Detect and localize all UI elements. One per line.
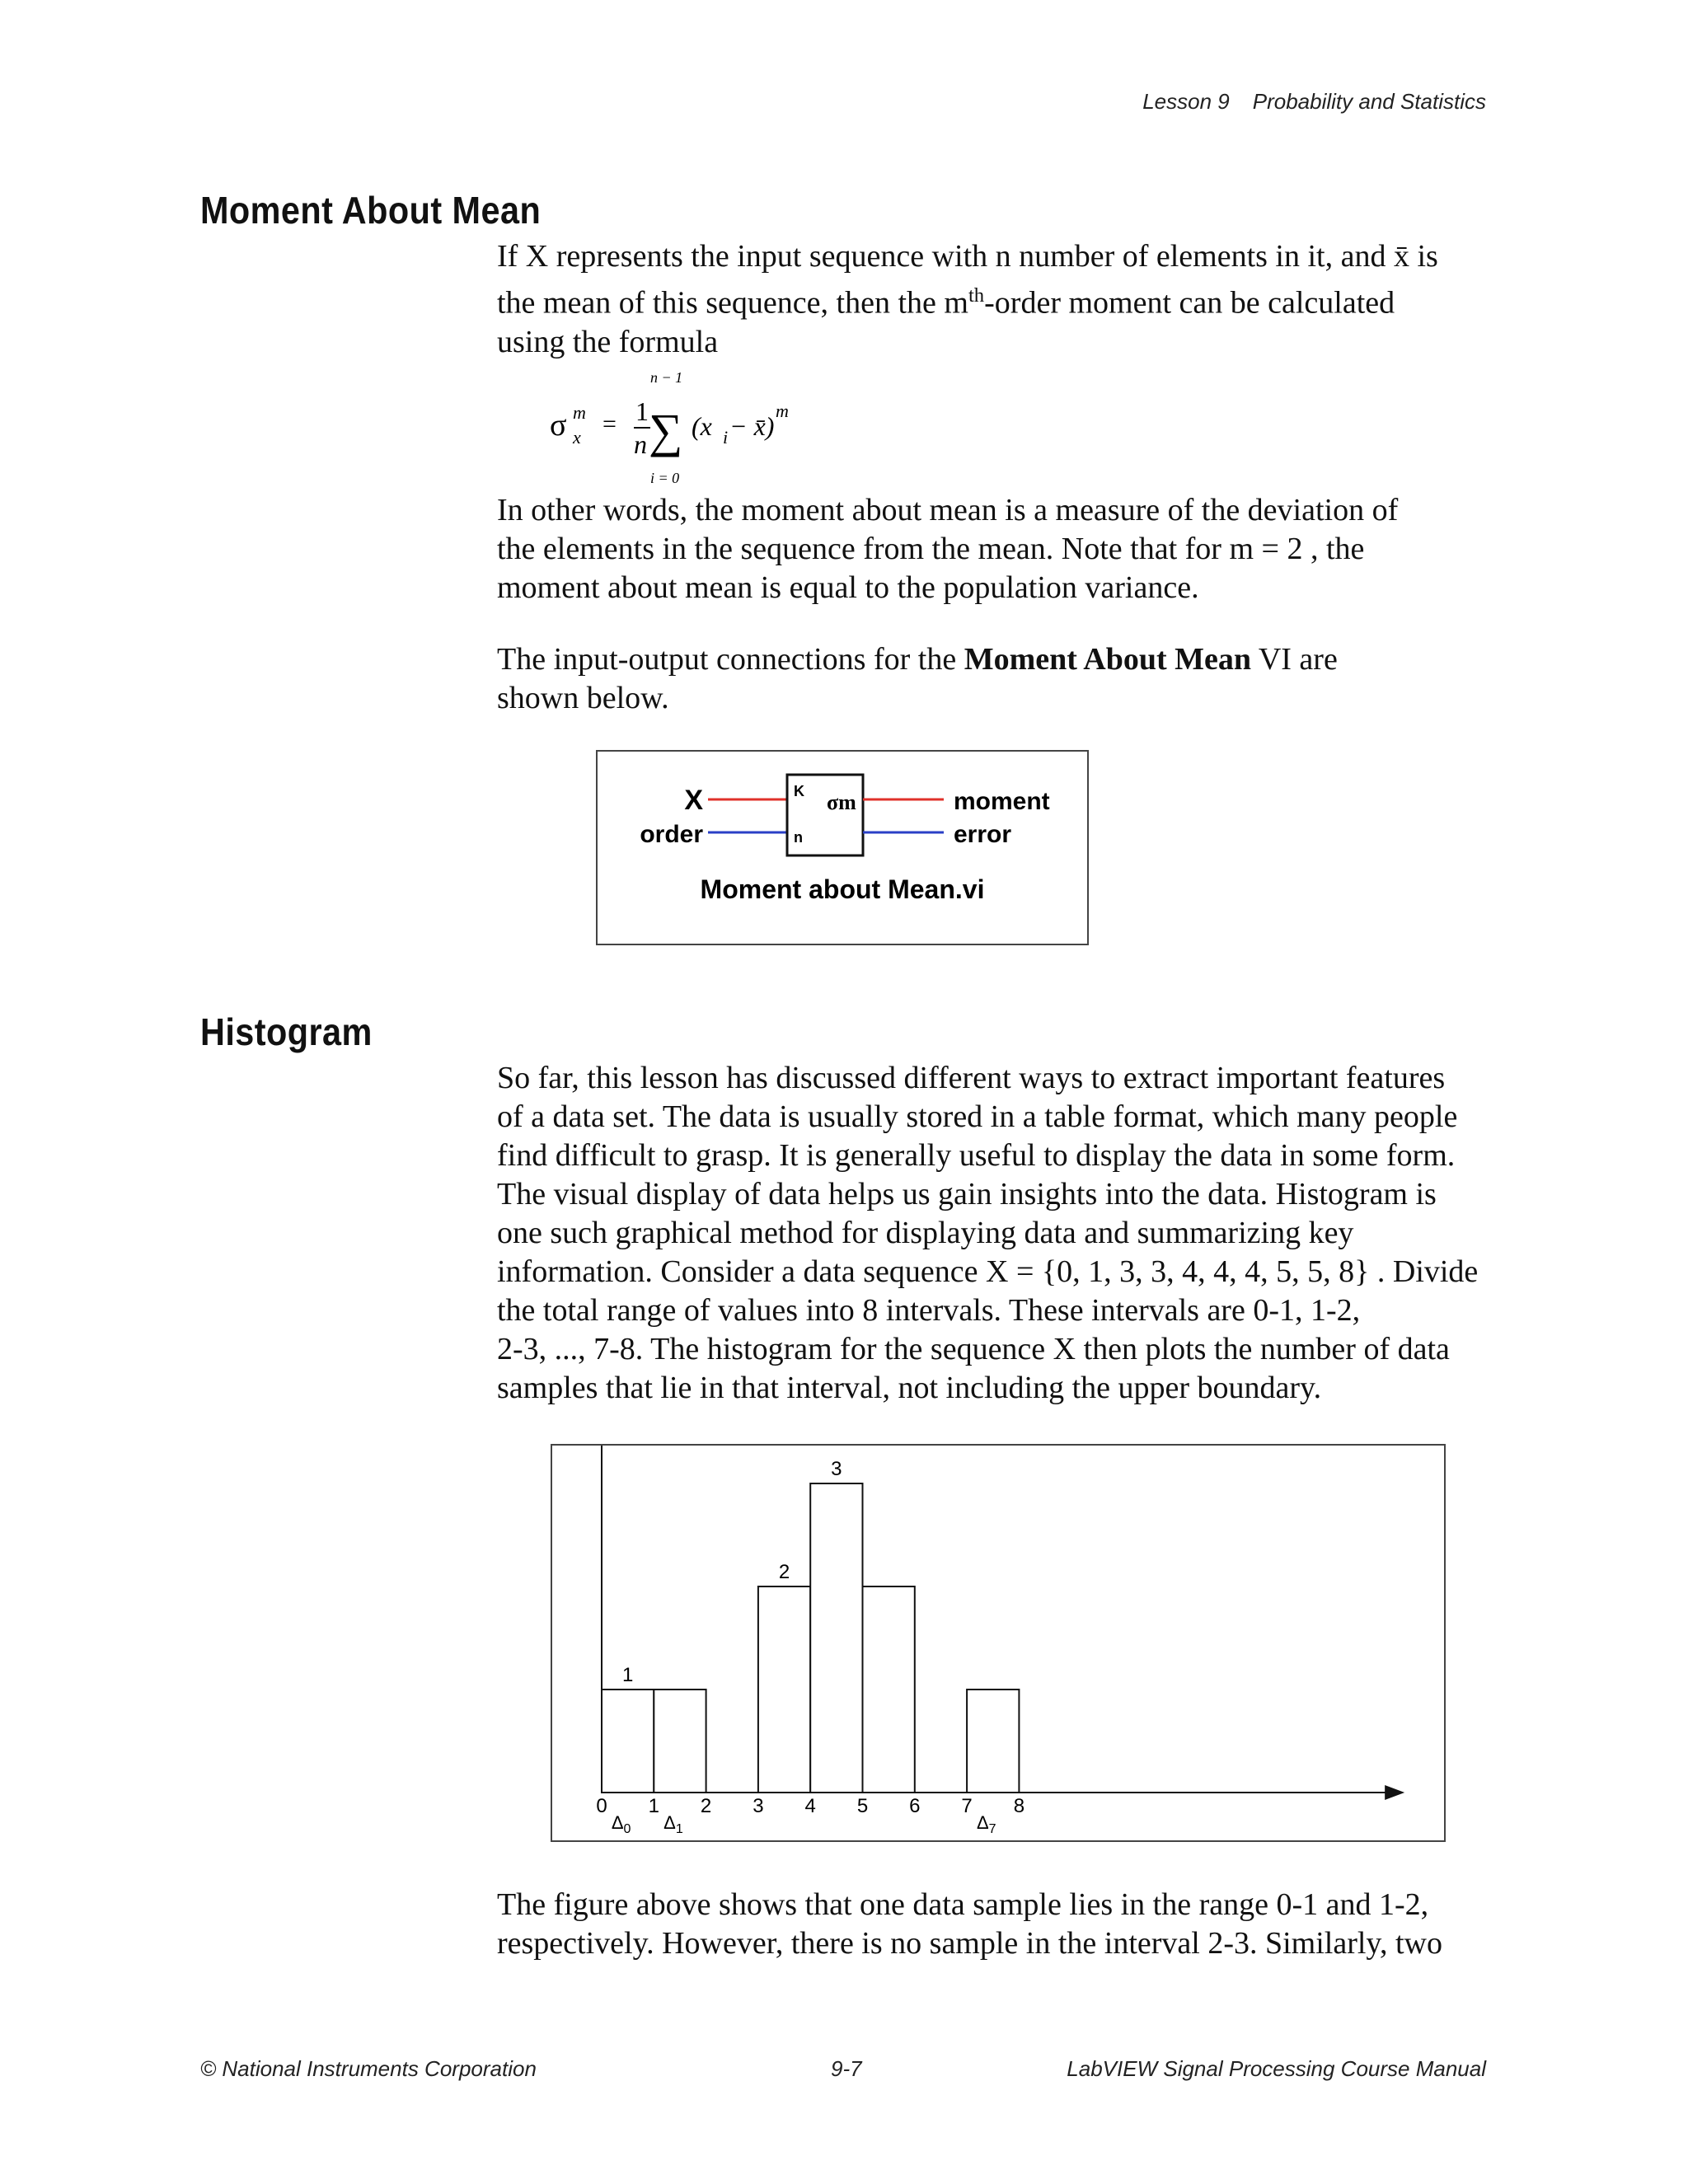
- histogram-bar-0-1: [602, 1690, 654, 1793]
- histogram-x-tick: 5: [856, 1795, 869, 1817]
- moment-intro-line-1: If X represents the input sequence with n number of elements in it, and x̄ is: [497, 239, 1438, 274]
- histogram-figure: [551, 1444, 1446, 1842]
- histogram-x-tick: 6: [909, 1795, 921, 1817]
- histogram-line-7: the total range of values into 8 intervals. These intervals are 0-1, 1-2,: [497, 1293, 1361, 1328]
- histogram-x-tick: 1: [648, 1795, 659, 1817]
- vi-icon-symbol: σm: [827, 790, 856, 814]
- formula-body-rest: − x̄): [729, 411, 775, 441]
- histogram-value-label: 3: [831, 1458, 842, 1480]
- moment-vi-line-2: shown below.: [497, 681, 669, 715]
- histogram-line-5: one such graphical method for displaying data and summarizing key: [497, 1216, 1354, 1250]
- followup-line-2: respectively. However, there is no sample in the interval 2-3. Similarly, two: [497, 1926, 1442, 1961]
- moment-explanation-line-1: In other words, the moment about mean is a measure of the deviation of: [497, 493, 1399, 527]
- histogram-x-tick: 0: [596, 1795, 607, 1817]
- histogram-followup-paragraph: [497, 1886, 1486, 1963]
- followup-line-1: The figure above shows that one data sample lies in the range 0-1 and 1-2,: [497, 1887, 1429, 1922]
- moment-vi-paragraph: [497, 640, 1486, 718]
- formula-upper-limit: n − 1: [650, 371, 683, 386]
- heading-histogram: Histogram: [200, 1010, 373, 1053]
- histogram-interval-label: $\Delta_1$: [663, 1812, 683, 1836]
- formula-body: (x: [692, 411, 712, 441]
- histogram-bar-3-4: [758, 1586, 810, 1793]
- footer-copyright: © National Instruments Corporation: [200, 2056, 537, 2081]
- histogram-bar-1-2: [654, 1690, 706, 1793]
- histogram-x-tick: 4: [804, 1795, 816, 1817]
- moment-formula: [548, 371, 878, 486]
- moment-intro-line-2: the mean of this sequence, then the $m^{th}$-order moment can be calculated: [497, 284, 1395, 321]
- histogram-bar-4-5: [810, 1483, 862, 1793]
- formula-lhs-sub: x: [573, 427, 581, 448]
- histogram-bar-7-8: [967, 1690, 1019, 1793]
- histogram-line-4: The visual display of data helps us gain insights into the data. Histogram is: [497, 1177, 1437, 1212]
- formula-summation: ∑: [649, 404, 683, 457]
- vi-icon-k: K: [794, 783, 804, 799]
- histogram-x-tick: 7: [961, 1795, 973, 1817]
- histogram-x-tick: 2: [700, 1795, 712, 1817]
- histogram-line-8: 2-3, ..., 7-8. The histogram for the sequence X then plots the number of data: [497, 1332, 1450, 1366]
- histogram-bars: [602, 1483, 1019, 1793]
- histogram-value-label: 1: [621, 1664, 634, 1686]
- moment-vi-line-1: The input-output connections for the Moment About Mean VI are: [497, 642, 1338, 677]
- footer-page-number: 9-7: [831, 2056, 862, 2081]
- vi-output-error: error: [954, 821, 1012, 848]
- header-title: Probability and Statistics: [1252, 89, 1486, 114]
- formula-equals: =: [603, 410, 617, 438]
- moment-explanation-line-2: the elements in the sequence from the mean. Note that for m = 2 , the: [497, 532, 1365, 566]
- histogram-line-1: So far, this lesson has discussed different ways to extract important features: [497, 1061, 1446, 1095]
- histogram-interval-label: $\Delta_0$: [611, 1812, 631, 1836]
- vi-input-order: order: [640, 821, 703, 848]
- moment-intro-line-3: using the formula: [497, 324, 719, 359]
- histogram-line-9: samples that lie in that interval, not including the upper boundary.: [497, 1371, 1322, 1405]
- histogram-line-6: information. Consider a data sequence X = {0, 1, 3, 3, 4, 4, 4, 5, 5, 8} . Divide: [497, 1254, 1479, 1289]
- vi-output-moment: moment: [954, 788, 1050, 815]
- vi-icon-n: n: [794, 829, 803, 846]
- vi-input-x: X: [684, 785, 703, 816]
- moment-explanation-line-3: moment about mean is equal to the population variance.: [497, 570, 1199, 605]
- vi-connector-svg: [598, 752, 1087, 944]
- footer-manual-title: LabVIEW Signal Processing Course Manual: [1067, 2056, 1486, 2081]
- histogram-x-arrow: [1385, 1785, 1404, 1800]
- histogram-x-tick: 8: [1013, 1795, 1025, 1817]
- formula-body-sub: i: [723, 427, 729, 448]
- vi-caption: Moment about Mean.vi: [700, 874, 985, 904]
- formula-sigma-lhs: σ: [550, 408, 567, 443]
- histogram-line-2: of a data set. The data is usually stored in a table format, which many people: [497, 1099, 1458, 1134]
- histogram-chart: [552, 1446, 1444, 1840]
- heading-moment-about-mean: Moment About Mean: [200, 189, 542, 232]
- moment-vi-diagram: [596, 750, 1089, 945]
- moment-intro-paragraph: [497, 237, 1486, 362]
- running-header: [1142, 89, 1486, 115]
- moment-explanation-paragraph: [497, 491, 1486, 607]
- histogram-value-label: 2: [778, 1561, 790, 1583]
- histogram-interval-label: $\Delta_7$: [976, 1812, 996, 1836]
- histogram-intro-paragraph: [497, 1059, 1486, 1408]
- formula-lhs-sup: m: [573, 402, 586, 423]
- histogram-x-tick: 3: [753, 1795, 764, 1817]
- formula-lower-limit: i = 0: [650, 470, 680, 486]
- formula-frac-num: 1: [635, 396, 649, 426]
- histogram-bar-5-6: [863, 1586, 915, 1793]
- formula-frac-den: n: [634, 429, 647, 459]
- histogram-line-3: find difficult to grasp. It is generally useful to display the data in some form.: [497, 1138, 1456, 1173]
- formula-body-sup: m: [776, 401, 789, 421]
- header-lesson: Lesson 9: [1142, 89, 1230, 114]
